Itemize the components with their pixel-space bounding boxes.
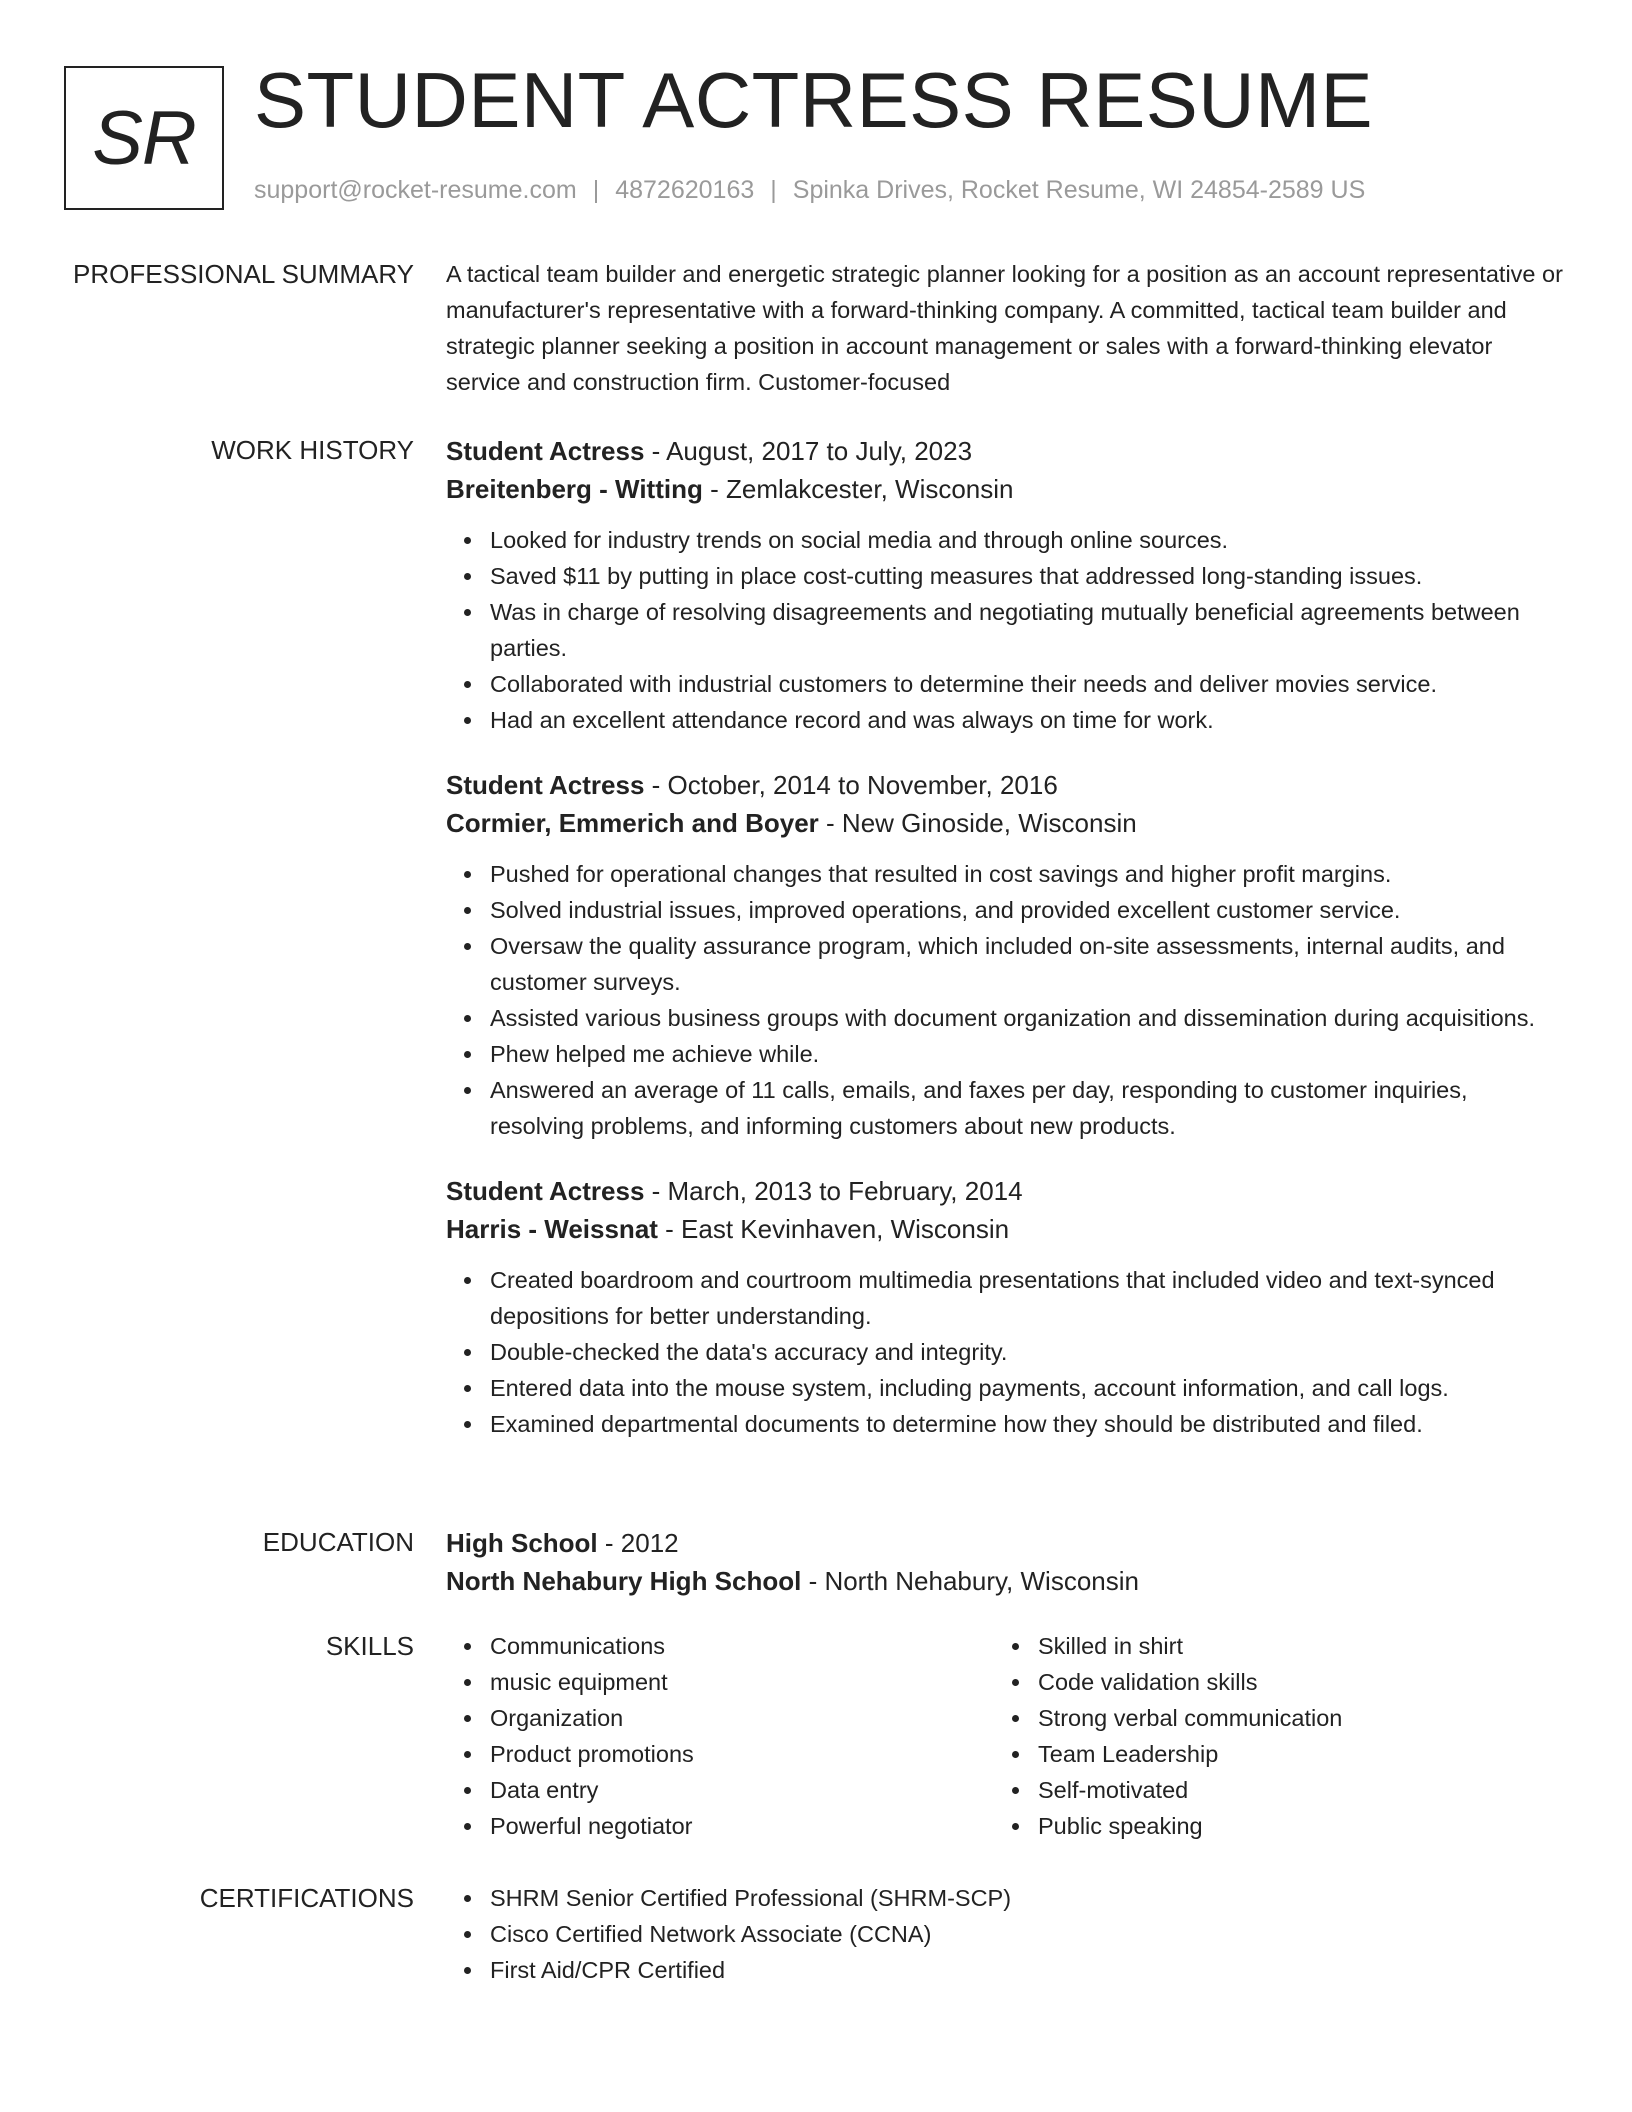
job-bullet-item: Answered an average of 11 calls, emails, and faxes per day, responding to customer inquiries, resolving problems, and informing customers about new products.: [446, 1072, 1566, 1144]
skills-list-left: [446, 1628, 994, 1844]
job-bullets: [446, 1262, 1566, 1442]
job-bullet-item: Assisted various business groups with document organization and dissemination during acquisitions.: [446, 1000, 1566, 1036]
job-bullet-item: Pushed for operational changes that resulted in cost savings and higher profit margins.: [446, 856, 1566, 892]
job-dates: - October, 2014 to November, 2016: [644, 770, 1058, 800]
certification-item: SHRM Senior Certified Professional (SHRM-SCP): [446, 1880, 1566, 1916]
skill-item: music equipment: [446, 1664, 994, 1700]
job-company: Breitenberg - Witting: [446, 474, 703, 504]
skill-item: Code validation skills: [994, 1664, 1554, 1700]
work-history-heading: WORK HISTORY: [211, 435, 414, 465]
resume-title: STUDENT ACTRESS RESUME: [254, 56, 1374, 144]
contact-separator: |: [770, 176, 777, 204]
job-bullet-item: Phew helped me achieve while.: [446, 1036, 1566, 1072]
job-bullet-item: Looked for industry trends on social media and through online sources.: [446, 522, 1566, 558]
skills-list-right: [994, 1628, 1554, 1844]
job-location: - East Kevinhaven, Wisconsin: [657, 1214, 1010, 1244]
job-bullet-item: Solved industrial issues, improved operations, and provided excellent customer service.: [446, 892, 1566, 928]
job-bullets: [446, 522, 1566, 738]
skill-item: Self-motivated: [994, 1772, 1554, 1808]
contact-phone[interactable]: 4872620163: [615, 176, 755, 204]
job-bullet-item: Created boardroom and courtroom multimedia presentations that included video and text-synced depositions for better understanding.: [446, 1262, 1566, 1334]
job-company: Cormier, Emmerich and Boyer: [446, 808, 819, 838]
job-dates: - August, 2017 to July, 2023: [644, 436, 973, 466]
job-bullet-item: Examined departmental documents to determine how they should be distributed and filed.: [446, 1406, 1566, 1442]
skill-item: Data entry: [446, 1772, 994, 1808]
education-degree: High School: [446, 1528, 598, 1558]
certification-item: Cisco Certified Network Associate (CCNA): [446, 1916, 1566, 1952]
skill-item: Skilled in shirt: [994, 1628, 1554, 1664]
contact-address: Spinka Drives, Rocket Resume, WI 24854-2589 US: [792, 176, 1366, 204]
job-company-line: [446, 1210, 1566, 1248]
summary-heading: PROFESSIONAL SUMMARY: [73, 259, 414, 289]
skill-item: Product promotions: [446, 1736, 994, 1772]
certification-item: First Aid/CPR Certified: [446, 1952, 1566, 1988]
jobs-list: [446, 432, 1566, 1470]
job-title: Student Actress: [446, 1176, 645, 1206]
certifications-list: [446, 1880, 1566, 1988]
skill-item: Powerful negotiator: [446, 1808, 994, 1844]
job-bullet-item: Saved $11 by putting in place cost-cutting measures that addressed long-standing issues.: [446, 558, 1566, 594]
job-title-line: [446, 766, 1566, 804]
job-location: - Zemlakcester, Wisconsin: [702, 474, 1014, 504]
certifications-heading: CERTIFICATIONS: [199, 1883, 414, 1913]
skill-item: Strong verbal communication: [994, 1700, 1554, 1736]
job-dates: - March, 2013 to February, 2014: [644, 1176, 1023, 1206]
skill-item: Organization: [446, 1700, 994, 1736]
job-company-line: [446, 804, 1566, 842]
job-company-line: [446, 470, 1566, 508]
monogram-logo: SR: [64, 66, 224, 210]
job-entry: [446, 1172, 1566, 1442]
job-bullet-item: Had an excellent attendance record and was always on time for work.: [446, 702, 1566, 738]
job-company: Harris - Weissnat: [446, 1214, 658, 1244]
skill-item: Public speaking: [994, 1808, 1554, 1844]
job-bullet-item: Oversaw the quality assurance program, which included on-site assessments, internal audits, and customer surveys.: [446, 928, 1566, 1000]
job-bullet-item: Entered data into the mouse system, including payments, account information, and call logs.: [446, 1370, 1566, 1406]
job-bullet-item: Double-checked the data's accuracy and integrity.: [446, 1334, 1566, 1370]
education-school-line: [446, 1562, 1566, 1600]
education-heading: EDUCATION: [262, 1527, 414, 1557]
job-title-line: [446, 1172, 1566, 1210]
skills-heading: SKILLS: [325, 1631, 414, 1661]
job-bullets: [446, 856, 1566, 1144]
education-school: North Nehabury High School: [446, 1566, 802, 1596]
job-title-line: [446, 432, 1566, 470]
job-location: - New Ginoside, Wisconsin: [818, 808, 1137, 838]
job-bullet-item: Was in charge of resolving disagreements and negotiating mutually beneficial agreements between parties.: [446, 594, 1566, 666]
contact-email[interactable]: support@rocket-resume.com: [254, 176, 577, 204]
summary-text: A tactical team builder and energetic strategic planner looking for a position as an account representative or manufacturer's representative with a forward-thinking company. A committed, tactical team builder and strategic planner seeking a position in account management or sales with a forward-thinking elevator service and construction firm. Customer-focused: [446, 261, 1563, 395]
skill-item: Team Leadership: [994, 1736, 1554, 1772]
job-bullet-item: Collaborated with industrial customers to determine their needs and deliver movies service.: [446, 666, 1566, 702]
job-title: Student Actress: [446, 770, 645, 800]
job-entry: [446, 432, 1566, 738]
education-year: - 2012: [597, 1528, 679, 1558]
job-title: Student Actress: [446, 436, 645, 466]
job-entry: [446, 766, 1566, 1144]
education-degree-line: [446, 1524, 1566, 1562]
contact-line: [254, 174, 1365, 207]
contact-separator: |: [592, 176, 600, 204]
skill-item: Communications: [446, 1628, 994, 1664]
education-location: - North Nehabury, Wisconsin: [801, 1566, 1139, 1596]
